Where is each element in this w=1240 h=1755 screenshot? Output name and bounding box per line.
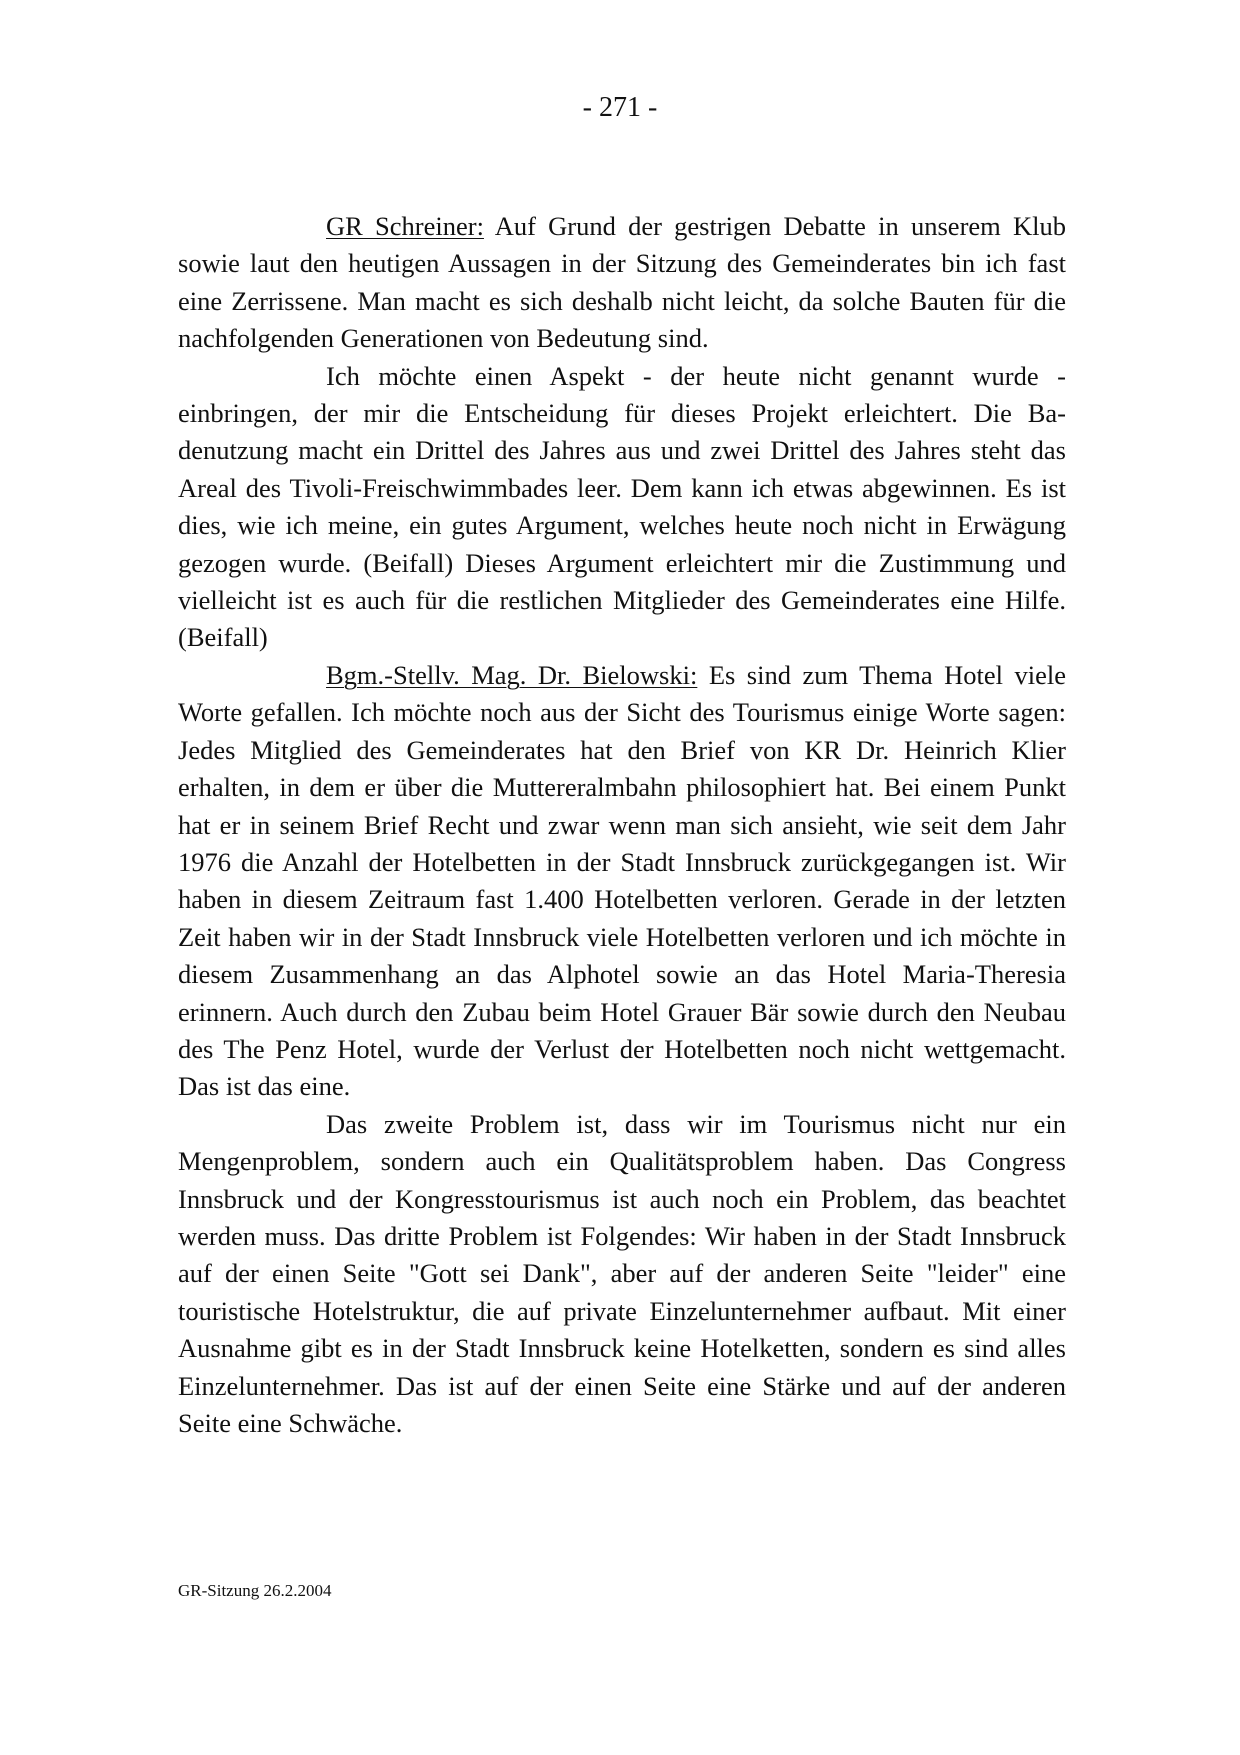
speaker-name: Bgm.-Stellv. Mag. Dr. Bielowski: bbox=[326, 659, 698, 690]
paragraph-text: Ich möchte einen Aspekt - der heute nicht genannt wurde - einbringen, der mir die Entscheidung für dieses Projekt erleichtert. Die Badenutzung macht ein Drittel des Jahres aus und zwei Drittel des Jahres steht das Areal des Tivoli-Freischwimmbades leer. Dem kann ich etwas abgewinnen. Es ist dies, wie ich meine, ein gutes Argument, welches heute noch nicht in Erwägung gezogen wurde. (Beifall) Dieses Argument erleichtert mir die Zustimmung und vielleicht ist es auch für die restlichen Mitglieder des Gemeinderates eine Hilfe. (Beifall) bbox=[178, 360, 1066, 653]
paragraph-problem bbox=[178, 1106, 1066, 1443]
page-number: - 271 - bbox=[582, 92, 658, 123]
paragraph-bielowski bbox=[178, 657, 1066, 1106]
speaker-name: GR Schreiner: bbox=[326, 211, 484, 241]
paragraph-text: Das zweite Problem ist, dass wir im Tourismus nicht nur ein Mengenproblem, sondern auch ein Qualitätsproblem haben. Das Congress Innsbruck und der Kongresstourismus ist auch noch ein Problem, das beachtet werden muss. Das dritte Problem ist Folgendes: Wir haben in der Stadt Innsbruck auf der einen Seite "Gott sei Dank", aber auf der anderen Seite "leider" eine touristische Hotelstruktur, die auf private Einzelunternehmer aufbaut. Mit einer Ausnahme gibt es in der Stadt Innsbruck keine Hotelketten, sondern es sind alles Einzelunternehmer. Das ist auf der einen Seite eine Stärke und auf der anderen Seite eine Schwäche. bbox=[178, 1108, 1066, 1438]
paragraph-text: Auf Grund der gestrigen Debatte in unserem Klub sowie laut den heutigen Aussagen in der Sitzung des Gemeinderates bin ich fast eine Zerrissene. Man macht es sich deshalb nicht leicht, da solche Bauten für die nachfolgenden Generationen von Bedeutung sind. bbox=[178, 211, 1066, 354]
paragraph-schreiner bbox=[178, 208, 1066, 358]
footer-session-date: GR-Sitzung 26.2.2004 bbox=[178, 1581, 332, 1600]
document-body bbox=[178, 208, 1066, 1442]
paragraph-aspekt bbox=[178, 358, 1066, 657]
paragraph-text: Es sind zum Thema Hotel viele Worte gefallen. Ich möchte noch aus der Sicht des Tourismus einige Worte sagen: Jedes Mitglied des Gemeinderates hat den Brief von KR Dr. Heinrich Klier erhalten, in dem er über die Muttereralmbahn philosophiert hat. Bei einem Punkt hat er in seinem Brief Recht und zwar wenn man sich ansieht, wie seit dem Jahr 1976 die Anzahl der Hotelbetten in der Stadt Innsbruck zurückgegangen ist. Wir haben in diesem Zeitraum fast 1.400 Hotelbetten verloren. Gerade in der letzten Zeit haben wir in der Stadt Innsbruck viele Hotelbetten verloren und ich möchte in diesem Zusammenhang an das Alphotel sowie an das Hotel Maria-Theresia erinnern. Auch durch den Zubau beim Hotel Grauer Bär sowie durch den Neubau des The Penz Hotel, wurde der Verlust der Hotelbetten noch nicht wettgemacht. Das ist das eine. bbox=[178, 659, 1066, 1102]
